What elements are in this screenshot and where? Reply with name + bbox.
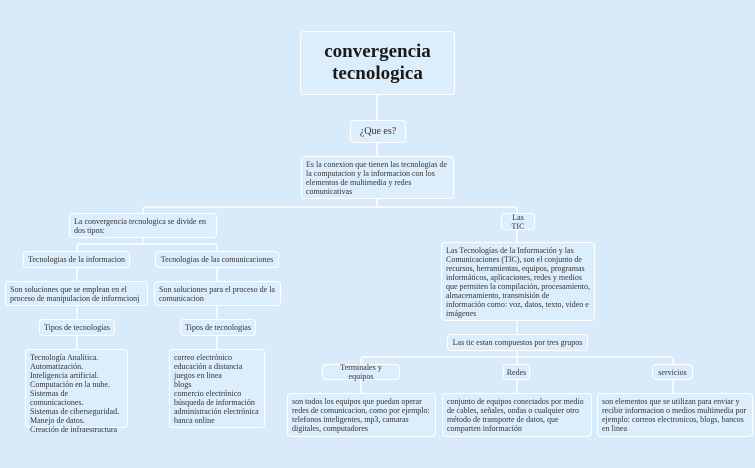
com-types-list[interactable] [169,349,265,428]
group-redes[interactable]: Redes [503,364,530,380]
group-servicios[interactable]: servicios [652,364,693,380]
tic-groups-node[interactable]: Las tic estan compuestos por tres grupos [447,334,588,351]
division-node[interactable]: La convergencia tecnologica se divide en dos tipos: [69,213,217,238]
list-item: Inteligencia artificial. [30,371,99,380]
list-item: Tecnología Analítica. [30,353,99,362]
group-terminales[interactable]: Terminales y equipos [322,364,400,380]
com-tech-node[interactable]: Tecnologias de las comunicaciones [155,251,279,268]
list-item: banca online [174,416,215,425]
list-item: comercio electrónico [174,389,242,398]
info-desc-node[interactable]: Son soluciones que se emplean en el proceso de manipulacion de informcionj [5,281,148,306]
list-item: Sistemas de ciberseguridad. [30,407,120,416]
list-item: administración electrónica [174,407,259,416]
list-item: búsqueda de información [174,398,255,407]
que-es-node[interactable]: ¿Que es? [350,120,406,143]
list-item: Computación en la nube. [30,380,110,389]
info-tech-node[interactable]: Tecnologias de la informacion [23,251,130,268]
list-item: Sistemas de comunicaciones. [30,389,84,407]
list-item: juegos en linea [174,371,222,380]
com-types-node[interactable]: Tipos de tecnologias [180,319,256,336]
info-types-node[interactable]: Tipos de tecnologias [39,319,115,336]
info-types-list[interactable] [25,349,128,434]
list-item: Automatización. [30,362,84,371]
redes-desc[interactable]: conjunto de equipos conectados por medio de cables, señales, ondas o cualquier otro método de transporte de datos, que comparten información [442,393,592,437]
definition-node[interactable]: Es la conexion que tienen las tecnologias de la computacion y la informacion con los elementos de multimedia y redes comunicativas [301,156,454,199]
tic-node[interactable]: Las TIC [501,213,535,230]
list-item: educación a distancia [174,362,243,371]
list-item: correo electrónico [174,353,232,362]
list-item: blogs [174,380,192,389]
list-item: Creación de infraestructura [30,425,118,434]
terminales-desc[interactable]: son todos los equipos que puedan operar redes de comunicacion, como por ejemplo: telefonos inteligentes, mp3, camaras digitales, computadores [287,393,436,437]
servicios-desc[interactable]: son elementos que se utilizan para enviar y recibir informacion o medios multimedia por ejemplo: correos electronicos, blogs, bancos en linea [597,393,753,437]
tic-desc-node[interactable]: Las Tecnologías de la Información y las Comunicaciones (TIC), son el conjunto de recursos, herramientas, equipos, programas informáticos, aplicaciones, redes y medios que permiten la compilación, procesamiento, almacenamiento, transmisión de información como: voz, datos, texto, video e imágenes [441,242,595,321]
list-item: Manejo de datos. [30,416,85,425]
com-desc-node[interactable]: Son soluciones para el proceso de la comunicacion [154,281,281,306]
root-node[interactable]: convergencia tecnologica [300,31,455,95]
